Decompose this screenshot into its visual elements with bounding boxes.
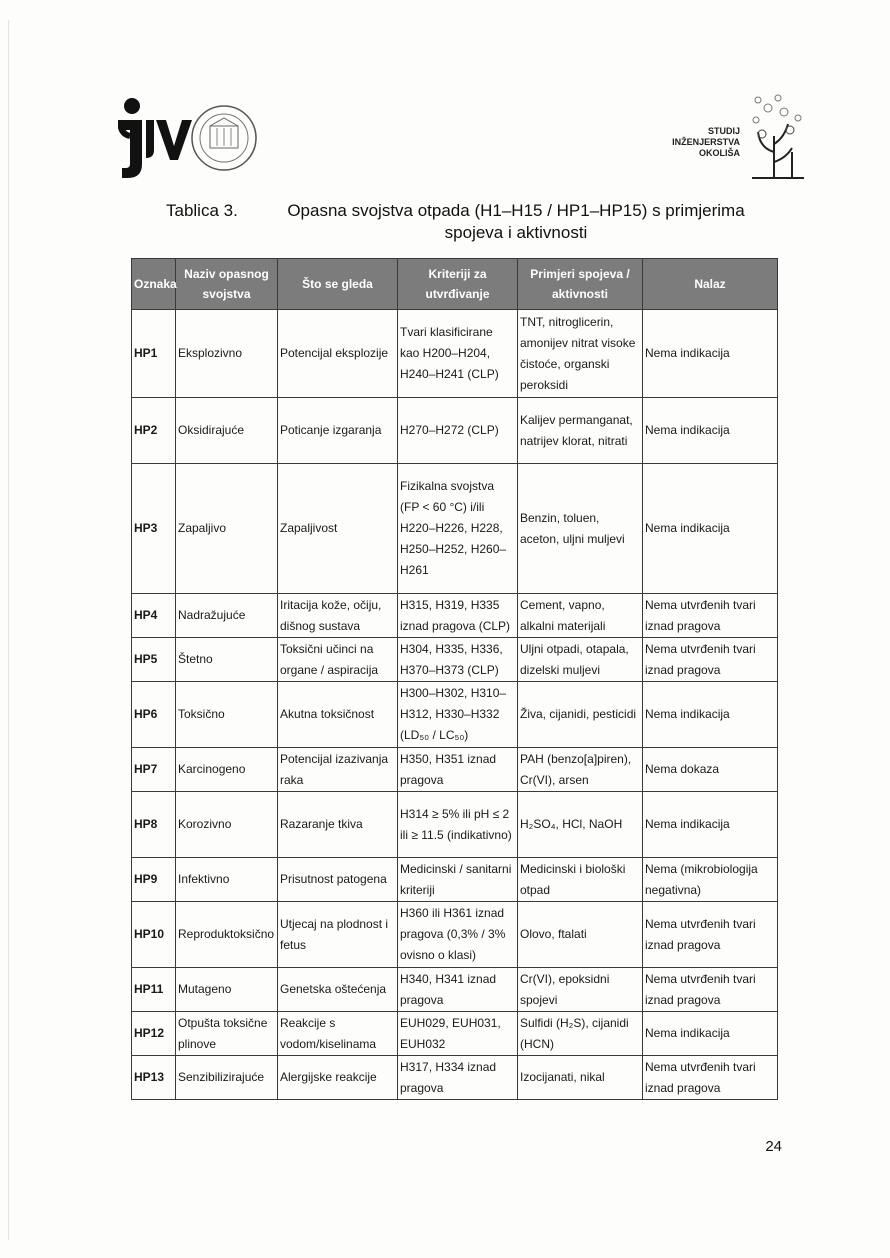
cell-criteria: EUH029, EUH031, EUH032 xyxy=(398,1012,518,1056)
hazard-properties-table xyxy=(131,258,778,1100)
table-row xyxy=(132,792,778,858)
cell-examples: Olovo, ftalati xyxy=(518,902,643,968)
cell-what: Alergijske reakcije xyxy=(278,1056,398,1100)
cell-name: Eksplozivno xyxy=(176,310,278,398)
cell-code: HP6 xyxy=(132,682,176,748)
cell-code: HP2 xyxy=(132,398,176,464)
table-caption-text: Opasna svojstva otpada (H1–H15 / HP1–HP15) s primjerima spojeva i aktivnosti xyxy=(287,201,745,242)
cell-code: HP4 xyxy=(132,594,176,638)
logo-line-1: STUDIJ xyxy=(707,126,740,136)
cell-code: HP13 xyxy=(132,1056,176,1100)
cell-criteria: Medicinski / sanitarni kriteriji xyxy=(398,858,518,902)
cell-criteria: H317, H334 iznad pragova xyxy=(398,1056,518,1100)
cell-examples: Cr(VI), epoksidni spojevi xyxy=(518,968,643,1012)
header-name: Naziv opasnog svojstva xyxy=(176,259,278,310)
cell-criteria: H300–H302, H310–H312, H330–H332 (LD₅₀ / LC₅₀) xyxy=(398,682,518,748)
university-logo xyxy=(118,96,258,182)
table-row xyxy=(132,902,778,968)
cell-finding: Nema utvrđenih tvari iznad pragova xyxy=(643,1056,778,1100)
cell-name: Infektivno xyxy=(176,858,278,902)
table-row xyxy=(132,748,778,792)
cell-criteria: H350, H351 iznad pragova xyxy=(398,748,518,792)
cell-what: Utjecaj na plodnost i fetus xyxy=(278,902,398,968)
cell-finding: Nema utvrđenih tvari iznad pragova xyxy=(643,638,778,682)
cell-name: Senzibilizirajuće xyxy=(176,1056,278,1100)
cell-name: Karcinogeno xyxy=(176,748,278,792)
header-examples: Primjeri spojeva / aktivnosti xyxy=(518,259,643,310)
cell-name: Reproduktoksično xyxy=(176,902,278,968)
cell-code: HP12 xyxy=(132,1012,176,1056)
cell-examples: H₂SO₄, HCl, NaOH xyxy=(518,792,643,858)
cell-examples: TNT, nitroglicerin, amonijev nitrat visoke čistoće, organski peroksidi xyxy=(518,310,643,398)
cell-what: Reakcije s vodom/kiselinama xyxy=(278,1012,398,1056)
cell-finding: Nema indikacija xyxy=(643,398,778,464)
cell-examples: PAH (benzo[a]piren), Cr(VI), arsen xyxy=(518,748,643,792)
table-row xyxy=(132,682,778,748)
scan-edge xyxy=(8,20,19,1240)
cell-code: HP3 xyxy=(132,464,176,594)
cell-finding: Nema dokaza xyxy=(643,748,778,792)
logo-line-2: INŽENJERSTVA xyxy=(672,137,740,147)
cell-code: HP11 xyxy=(132,968,176,1012)
cell-what: Poticanje izgaranja xyxy=(278,398,398,464)
table-row xyxy=(132,858,778,902)
cell-code: HP1 xyxy=(132,310,176,398)
cell-what: Potencijal eksplozije xyxy=(278,310,398,398)
cell-criteria: H304, H335, H336, H370–H373 (CLP) xyxy=(398,638,518,682)
cell-finding: Nema indikacija xyxy=(643,310,778,398)
cell-finding: Nema utvrđenih tvari iznad pragova xyxy=(643,968,778,1012)
header-finding: Nalaz xyxy=(643,259,778,310)
cell-name: Toksično xyxy=(176,682,278,748)
logo-line-3: OKOLIŠA xyxy=(698,148,740,158)
cell-code: HP8 xyxy=(132,792,176,858)
cell-finding: Nema utvrđenih tvari iznad pragova xyxy=(643,594,778,638)
table-row xyxy=(132,310,778,398)
cell-examples: Živa, cijanidi, pesticidi xyxy=(518,682,643,748)
cell-what: Toksični učinci na organe / aspiracija xyxy=(278,638,398,682)
cell-examples: Benzin, toluen, aceton, uljni muljevi xyxy=(518,464,643,594)
table-row xyxy=(132,594,778,638)
cell-finding: Nema (mikrobiologija negativna) xyxy=(643,858,778,902)
page-number: 24 xyxy=(765,1138,782,1155)
cell-examples: Kalijev permanganat, natrijev klorat, nitrati xyxy=(518,398,643,464)
cell-finding: Nema indikacija xyxy=(643,1012,778,1056)
cell-criteria: Tvari klasificirane kao H200–H204, H240–H241 (CLP) xyxy=(398,310,518,398)
cell-name: Štetno xyxy=(176,638,278,682)
table-row xyxy=(132,398,778,464)
cell-examples: Uljni otpadi, otapala, dizelski muljevi xyxy=(518,638,643,682)
cell-name: Korozivno xyxy=(176,792,278,858)
cell-name: Zapaljivo xyxy=(176,464,278,594)
table-row xyxy=(132,968,778,1012)
table-header-row xyxy=(132,259,778,310)
cell-what: Genetska oštećenja xyxy=(278,968,398,1012)
cell-code: HP9 xyxy=(132,858,176,902)
cell-code: HP10 xyxy=(132,902,176,968)
table-row xyxy=(132,638,778,682)
cell-examples: Medicinski i biološki otpad xyxy=(518,858,643,902)
cell-name: Mutageno xyxy=(176,968,278,1012)
cell-name: Otpušta toksične plinove xyxy=(176,1012,278,1056)
header-criteria: Kriteriji za utvrđivanje xyxy=(398,259,518,310)
cell-examples: Cement, vapno, alkalni materijali xyxy=(518,594,643,638)
cell-finding: Nema indikacija xyxy=(643,464,778,594)
cell-what: Akutna toksičnost xyxy=(278,682,398,748)
table-row xyxy=(132,464,778,594)
cell-criteria: H340, H341 iznad pragova xyxy=(398,968,518,1012)
table-row xyxy=(132,1012,778,1056)
cell-name: Nadražujuće xyxy=(176,594,278,638)
study-program-logo xyxy=(672,92,812,184)
cell-what: Potencijal izazivanja raka xyxy=(278,748,398,792)
cell-finding: Nema utvrđenih tvari iznad pragova xyxy=(643,902,778,968)
cell-finding: Nema indikacija xyxy=(643,792,778,858)
cell-examples: Izocijanati, nikal xyxy=(518,1056,643,1100)
cell-criteria: Fizikalna svojstva (FP < 60 °C) i/ili H220–H226, H228, H250–H252, H260–H261 xyxy=(398,464,518,594)
cell-name: Oksidirajuće xyxy=(176,398,278,464)
cell-finding: Nema indikacija xyxy=(643,682,778,748)
table-body xyxy=(132,310,778,1100)
cell-code: HP7 xyxy=(132,748,176,792)
table-row xyxy=(132,1056,778,1100)
cell-criteria: H315, H319, H335 iznad pragova (CLP) xyxy=(398,594,518,638)
cell-what: Iritacija kože, očiju, dišnog sustava xyxy=(278,594,398,638)
cell-criteria: H270–H272 (CLP) xyxy=(398,398,518,464)
cell-code: HP5 xyxy=(132,638,176,682)
cell-criteria: H360 ili H361 iznad pragova (0,3% / 3% ovisno o klasi) xyxy=(398,902,518,968)
cell-examples: Sulfidi (H₂S), cijanidi (HCN) xyxy=(518,1012,643,1056)
cell-what: Prisutnost patogena xyxy=(278,858,398,902)
cell-what: Zapaljivost xyxy=(278,464,398,594)
header-code: Oznaka xyxy=(132,259,176,310)
cell-criteria: H314 ≥ 5% ili pH ≤ 2 ili ≥ 11.5 (indikativno) xyxy=(398,792,518,858)
header-what: Što se gleda xyxy=(278,259,398,310)
cell-what: Razaranje tkiva xyxy=(278,792,398,858)
table-caption-label: Tablica 3. xyxy=(166,201,238,220)
